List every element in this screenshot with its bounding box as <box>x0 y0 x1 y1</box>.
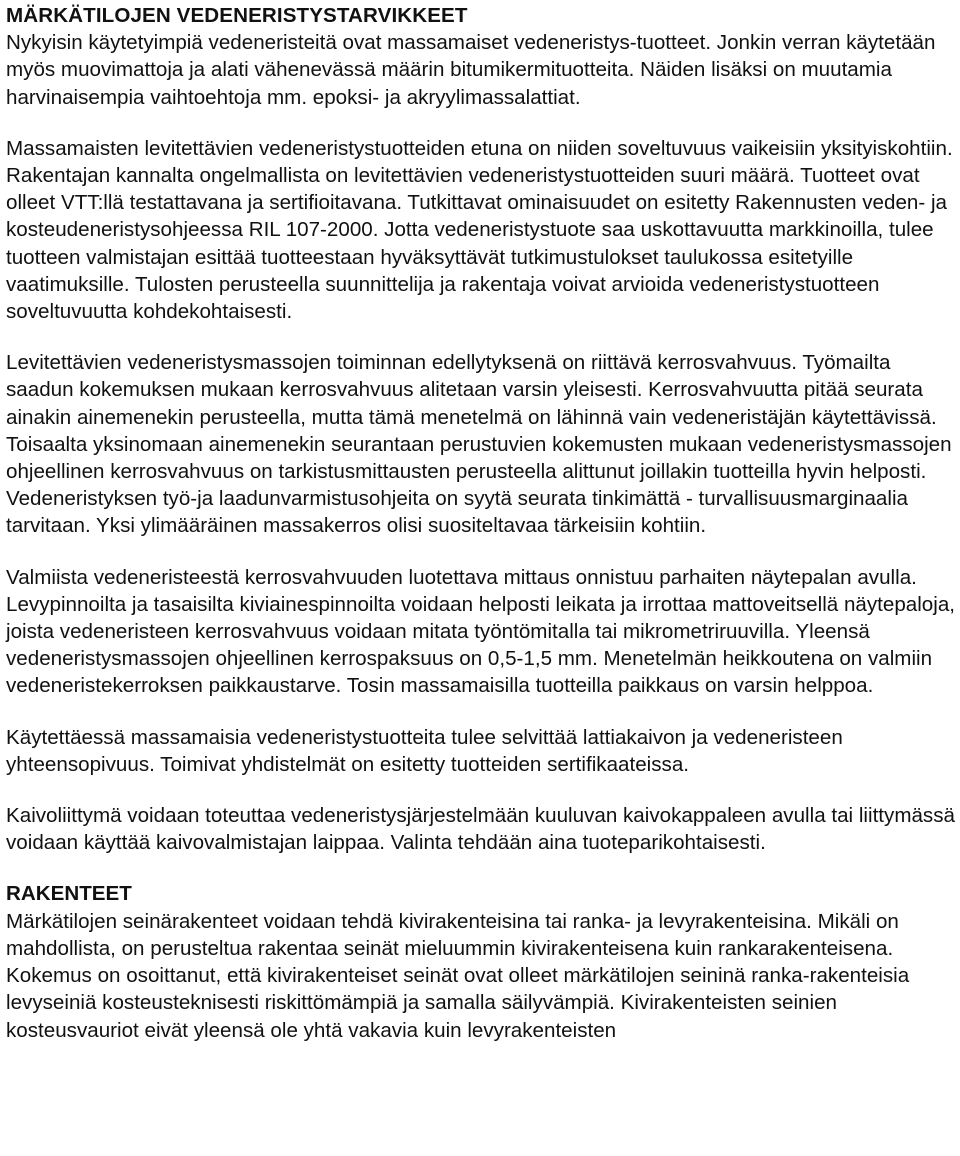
paragraph-lattiakaivo: Käytettäessä massamaisia vedeneristystuotteita tulee selvittää lattiakaivon ja vedeneristeen yhteensopivuus. Toimivat yhdistelmät on esitetty tuotteiden sertifikaateissa. <box>6 725 843 776</box>
paragraph-gap <box>6 540 956 564</box>
paragraph-gap <box>6 856 956 880</box>
paragraph-mittaus: Valmiista vedeneristeestä kerrosvahvuuden luotettava mittaus onnistuu parhaiten näytepalan avulla. Levypinnoilta ja tasaisilta kiviainespinnoilta voidaan helposti leikata ja irrottaa mattoveitsellä näytepaloja, joista vedeneristeen kerrosvahvuus voidaan mitata työntömitalla tai mikrometriruuvilla. Yleensä vedeneristysmassojen ohjeellinen kerrospaksuus on 0,5-1,5 mm. Menetelmän heikkoutena on valmiin vedeneristekerroksen paikkaustarve. Tosin massamaisilla tuotteilla paikkaus on varsin helppoa. <box>6 565 956 698</box>
paragraph-massamaiset-etuna: Massamaisten levitettävien vedeneristystuotteiden etuna on niiden soveltuvuus vaikeisiin yksityiskohtiin. Rakentajan kannalta ongelmallista on levitettävien vedeneristystuotteiden suuri määrä. Tuotteet ovat olleet VTT:llä testattavana ja sertifioitavana. Tutkittavat ominaisuudet on esitetty Rakennusten veden- ja kosteudeneristysohjeessa RIL 107-2000. Jotta vedeneristystuote saa uskottavuutta markkinoilla, tulee tuotteen valmistajan esittää tuotteestaan hyväksyttävät tutkimustulokset taulukossa esitetyille vaatimuksille. Tulosten perusteella suunnittelija ja rakentaja voivat arvioida vedeneristystuotteen soveltuvuutta kohdekohtaisesti. <box>6 136 953 324</box>
section-heading-rakenteet: RAKENTEET <box>6 882 132 906</box>
paragraph-seinarakenteet: Märkätilojen seinärakenteet voidaan tehdä kivirakenteisina tai ranka- ja levyrakenteisina. Mikäli on mahdollista, on perusteltua rakentaa seinät mieluummin kivirakenteisena kuin rankarakenteisena. Kokemus on osoittanut, että kivirakenteiset seinät ovat olleet märkätilojen seininä ranka-rakenteisia levyseiniä kosteusteknisesti riskittömämpiä ja samalla säilyvämpiä. Kivirakenteisten seinien kosteusvauriot eivät yleensä ole yhtä vakavia kuin levyrakenteisten <box>6 909 910 1042</box>
paragraph-gap <box>6 778 956 802</box>
paragraph-gap <box>6 325 956 349</box>
section-heading-markatilojen: MÄRKÄTILOJEN VEDENERISTYSTARVIKKEET <box>6 4 468 27</box>
paragraph-gap <box>6 111 956 135</box>
paragraph-intro: Nykyisin käytetyimpiä vedeneristeitä ovat massamaiset vedeneristys-tuotteet. Jonkin verran käytetään myös muovimattoja ja alati vähenevässä määrin bitumikermituotteita. Näiden lisäksi on muutamia harvinaisempia vaihtoehtoja mm. epoksi- ja akryylimassalattiat. <box>6 31 936 109</box>
paragraph-kaivoliittyma: Kaivoliittymä voidaan toteuttaa vedeneristysjärjestelmään kuuluvan kaivokappaleen avulla tai liittymässä voidaan käyttää kaivovalmistajan laippaa. Valinta tehdään aina tuoteparikohtaisesti. <box>6 804 955 855</box>
paragraph-gap <box>6 700 956 724</box>
paragraph-kerrosvahvuus: Levitettävien vedeneristysmassojen toiminnan edellytyksenä on riittävä kerrosvahvuus. Työmailta saadun kokemuksen mukaan kerrosvahvuus alitetaan varsin yleisesti. Kerrosvahvuutta pitää seurata ainakin ainemenekin perusteella, mutta tämä menetelmä on lähinnä vain vedeneristäjän käytettävissä. Toisaalta yksinomaan ainemenekin seurantaan perustuvien kokemusten mukaan vedeneristysmassojen ohjeellinen kerrosvahvuus on tarkistusmittausten perusteella alittunut joillakin tuotteilla hyvin helposti. Vedeneristyksen työ-ja laadunvarmistusohjeita on syytä seurata tinkimättä - turvallisuusmarginaalia tarvitaan. Yksi ylimääräinen massakerros olisi suositeltavaa tärkeisiin kohtiin. <box>6 351 952 538</box>
document-page <box>6 0 956 1044</box>
